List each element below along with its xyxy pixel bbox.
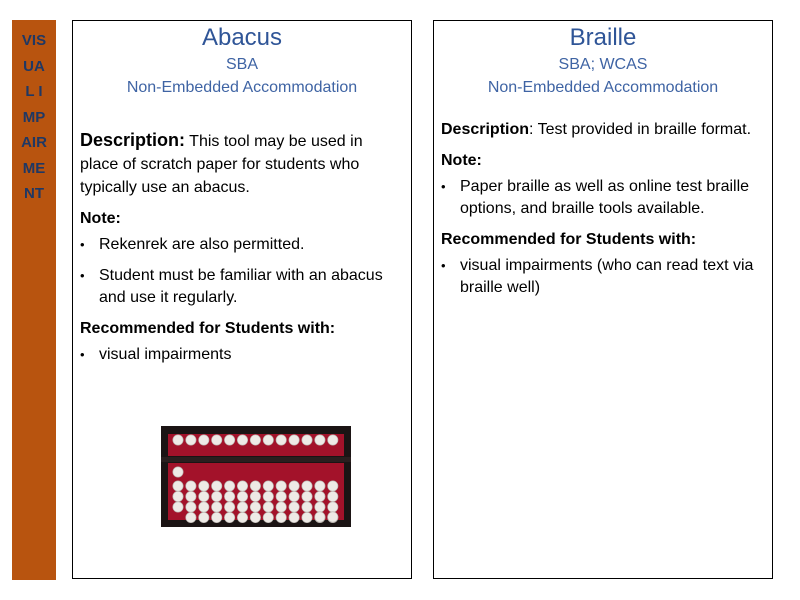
bead (289, 512, 299, 522)
card-subtitle-type: Non-Embedded Accommodation (487, 79, 719, 96)
abacus-card (72, 20, 412, 579)
bead (199, 481, 209, 491)
bead (250, 502, 260, 512)
list-item (80, 344, 403, 366)
card-title: Braille (569, 24, 637, 51)
bead (224, 512, 234, 522)
bead (276, 435, 286, 445)
bead (199, 512, 209, 522)
bead (173, 502, 183, 512)
note-text: Student must be familiar with an abacus and use it regularly. (99, 267, 383, 306)
bead (224, 481, 234, 491)
card-subtitle-test: SBA (225, 56, 258, 73)
bead (276, 502, 286, 512)
bead (289, 435, 299, 445)
bead (263, 502, 273, 512)
bullet-icon: • (80, 347, 85, 362)
bead (276, 481, 286, 491)
bullet-icon: • (441, 179, 446, 194)
bead (263, 481, 273, 491)
description-label: Description (441, 121, 530, 138)
bead (186, 491, 196, 501)
bead (186, 481, 196, 491)
bead (263, 512, 273, 522)
recommended-text: visual impairments (99, 346, 232, 363)
bead (263, 491, 273, 501)
bead (199, 435, 209, 445)
recommended-text: visual impairments (who can read text via braille well) (460, 257, 754, 296)
bead (250, 481, 260, 491)
list-item (441, 255, 764, 299)
description-text: : Test provided in braille format. (529, 121, 752, 138)
bead (199, 491, 209, 501)
note-heading: Note: (80, 210, 121, 227)
bead (315, 512, 325, 522)
bullet-icon: • (80, 237, 85, 252)
bead (237, 512, 247, 522)
bead (302, 491, 312, 501)
category-label-line: VIS (21, 32, 47, 49)
category-label (12, 28, 56, 207)
category-label-line: UA (23, 57, 45, 75)
bead (328, 512, 338, 522)
bead (315, 502, 325, 512)
bead (289, 491, 299, 501)
bead (315, 481, 325, 491)
note-heading: Note: (441, 152, 482, 169)
note-text: Paper braille as well as online test braille options, and braille tools available. (460, 178, 750, 217)
recommended-heading: Recommended for Students with: (441, 231, 697, 248)
bead (328, 435, 338, 445)
list-item (441, 176, 764, 220)
bead (315, 491, 325, 501)
category-label-line: L I (25, 83, 43, 100)
bead (199, 502, 209, 512)
bead (212, 481, 222, 491)
category-label-line: NT (24, 185, 44, 202)
card-subtitle-type: Non-Embedded Accommodation (126, 79, 358, 96)
bead (224, 502, 234, 512)
bead (173, 491, 183, 501)
bead (212, 491, 222, 501)
bead (186, 512, 196, 522)
bead (302, 502, 312, 512)
bead (276, 491, 286, 501)
bead (212, 435, 222, 445)
bead (289, 502, 299, 512)
bead (328, 491, 338, 501)
abacus-image (161, 426, 351, 527)
bead (237, 491, 247, 501)
bead (302, 481, 312, 491)
list-item (80, 265, 403, 309)
list-item (80, 234, 403, 256)
bead (328, 481, 338, 491)
bead (250, 512, 260, 522)
recommended-list (80, 344, 403, 366)
bullet-icon: • (80, 268, 85, 283)
bullet-icon: • (441, 258, 446, 273)
category-sidebar (12, 20, 56, 580)
description (80, 129, 405, 199)
bead (289, 481, 299, 491)
bead (250, 491, 260, 501)
bead (328, 502, 338, 512)
bead (212, 512, 222, 522)
recommended-heading: Recommended for Students with: (80, 320, 336, 337)
note-list (441, 176, 764, 220)
bead (302, 435, 312, 445)
note-text: Rekenrek are also permitted. (99, 236, 305, 253)
category-label-line: MP (22, 108, 46, 126)
card-subtitle-test: SBA; WCAS (558, 56, 648, 73)
bead (173, 435, 183, 445)
description (441, 118, 766, 141)
bead (250, 435, 260, 445)
braille-card (433, 20, 773, 579)
recommended-list (441, 255, 764, 299)
bead (173, 467, 183, 477)
bead (276, 512, 286, 522)
description-label: Description: (80, 130, 186, 150)
bead (315, 435, 325, 445)
bead (237, 481, 247, 491)
bead (237, 502, 247, 512)
category-label-line: AIR (21, 134, 47, 151)
bead (224, 435, 234, 445)
bead (237, 435, 247, 445)
description-text: This tool may be used in place of scratch paper for students who typically use an abacus. (80, 133, 363, 196)
category-label-line: ME (22, 159, 46, 177)
abacus-photo (161, 426, 351, 527)
bead (186, 502, 196, 512)
bead (263, 435, 273, 445)
bead (186, 435, 196, 445)
card-title: Abacus (201, 24, 283, 51)
bead (173, 481, 183, 491)
bead (224, 491, 234, 501)
bead (212, 502, 222, 512)
note-list (80, 234, 403, 309)
bead (302, 512, 312, 522)
